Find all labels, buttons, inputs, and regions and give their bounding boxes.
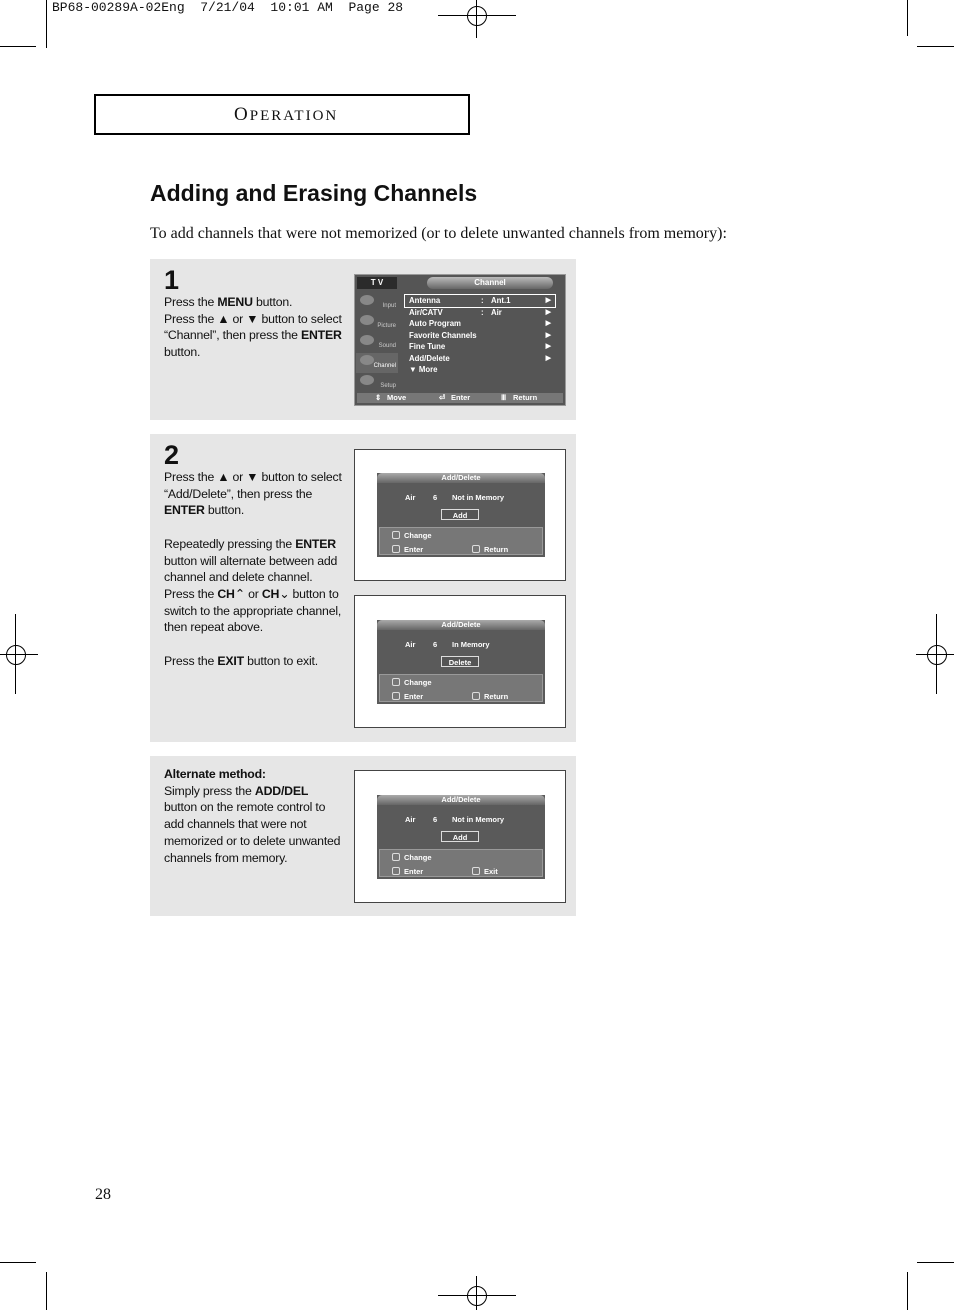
arrow-right-icon: ▶ <box>545 320 551 327</box>
source-label: Air <box>405 640 416 649</box>
label: Setup <box>380 383 396 389</box>
osd-title: Add/Delete <box>377 795 545 805</box>
crop-mark <box>907 0 908 36</box>
alternate-heading: Alternate method: <box>164 767 266 781</box>
enter-label: Enter <box>451 393 471 402</box>
return-icon <box>472 692 480 700</box>
label: ▼ More <box>409 365 438 374</box>
add-del-key: ADD/DEL <box>254 783 309 798</box>
osd-footer <box>379 527 543 555</box>
memory-status: In Memory <box>452 640 490 649</box>
return-label: Return <box>484 692 509 701</box>
text: button on the remote control to add channels that were not memorized or to delete unwanted channels from memory. <box>164 800 341 865</box>
label: Air/CATV <box>409 307 443 317</box>
sound-icon <box>360 335 374 345</box>
label: Channel <box>373 363 396 369</box>
registration-line <box>936 614 937 694</box>
arrow-right-icon: ▶ <box>545 354 551 362</box>
step-number: 2 <box>164 440 180 470</box>
chevron-up-icon: ⌃ <box>234 586 245 601</box>
page-title: Adding and Erasing Channels <box>150 180 478 206</box>
menu-item <box>405 330 555 342</box>
text: button. <box>252 295 293 309</box>
exit-icon <box>472 867 480 875</box>
sep: : <box>481 307 484 317</box>
channel-number: 6 <box>433 640 438 649</box>
label: Favorite Channels <box>409 330 477 340</box>
change-label: Change <box>404 678 432 687</box>
return-icon: Ⅲ <box>501 393 507 402</box>
osd-title: Add/Delete <box>377 620 545 630</box>
step-number: 1 <box>164 265 180 295</box>
registration-line <box>916 654 954 655</box>
value: Air <box>491 307 502 317</box>
change-label: Change <box>404 853 432 862</box>
delete-button: Delete <box>441 656 479 667</box>
menu-item <box>405 318 555 330</box>
ch-up-key: CH <box>217 586 235 601</box>
source-label: Air <box>405 815 416 824</box>
arrow-right-icon: ▶ <box>545 331 551 339</box>
text: Simply press the <box>164 783 255 798</box>
page-number: 28 <box>95 1186 111 1203</box>
move-icon: ⇕ <box>375 393 382 402</box>
crop-mark <box>917 46 954 47</box>
alternate-method-text <box>164 766 344 866</box>
text: Press the <box>164 295 218 309</box>
enter-label: Enter <box>404 867 424 876</box>
menu-item <box>405 307 555 319</box>
add-delete-screen-alt <box>377 795 545 879</box>
change-icon <box>392 853 400 861</box>
sidebar-item-input <box>356 293 398 313</box>
menu-item <box>405 341 555 353</box>
text: button to exit. <box>243 653 318 668</box>
source-label: Air <box>405 493 416 502</box>
enter-label: Enter <box>404 692 424 701</box>
text: button will alternate between add channel and delete channel. Press the <box>164 553 338 601</box>
chevron-down-icon: ⌄ <box>279 586 290 601</box>
section-rest: PERATION <box>249 108 339 124</box>
label: Sound <box>378 343 396 349</box>
sidebar-item-sound <box>356 333 398 353</box>
registration-line <box>15 614 16 694</box>
channel-icon <box>360 355 374 365</box>
crop-mark <box>46 1272 47 1310</box>
section-header <box>234 104 338 126</box>
exit-label: Exit <box>484 867 498 876</box>
add-delete-screen-add <box>377 473 545 557</box>
label: Picture <box>377 323 396 329</box>
channel-number: 6 <box>433 493 438 502</box>
crop-mark <box>46 0 47 48</box>
registration-mark <box>927 645 947 665</box>
crop-mark <box>907 1272 908 1310</box>
text: button. <box>204 503 245 518</box>
arrow-right-icon: ▶ <box>545 297 551 304</box>
return-label: Return <box>513 393 538 402</box>
enter-key: ENTER <box>300 328 342 343</box>
memory-status: Not in Memory <box>452 493 505 502</box>
sidebar-item-picture <box>356 313 398 333</box>
text: or <box>244 586 262 601</box>
intro-text: To add channels that were not memorized (or to delete unwanted channels from memory): <box>150 225 727 242</box>
text: Press the <box>164 653 218 668</box>
registration-mark <box>467 1286 487 1306</box>
picture-icon <box>360 315 374 325</box>
change-icon <box>392 531 400 539</box>
crop-mark <box>0 1262 36 1263</box>
channel-menu-screen <box>354 274 566 406</box>
crop-mark <box>917 1262 954 1263</box>
memory-status: Not in Memory <box>452 815 505 824</box>
section-initial: O <box>234 104 250 125</box>
change-icon <box>392 678 400 686</box>
crop-mark <box>0 46 36 47</box>
menu-item-more <box>405 364 555 376</box>
sidebar-item-channel <box>356 353 398 373</box>
text: button. <box>164 345 201 360</box>
label: Antenna <box>409 296 441 305</box>
enter-icon: ⏎ <box>439 393 446 402</box>
move-label: Move <box>387 393 407 402</box>
label: Auto Program <box>409 319 461 328</box>
osd-footer <box>379 849 543 877</box>
text: Repeatedly pressing the <box>164 536 296 551</box>
label: Input <box>382 303 396 309</box>
enter-icon <box>392 867 400 875</box>
menu-footer <box>357 393 563 403</box>
value: Ant.1 <box>491 296 511 305</box>
registration-line <box>476 0 477 38</box>
add-delete-screen-delete <box>377 620 545 704</box>
enter-label: Enter <box>404 545 424 554</box>
label: Add/Delete <box>409 353 450 363</box>
setup-icon <box>360 375 374 385</box>
registration-line <box>438 1295 516 1296</box>
menu-title: Channel <box>427 277 553 289</box>
osd-footer <box>379 674 543 702</box>
registration-mark <box>6 645 26 665</box>
sep: : <box>481 296 484 305</box>
enter-icon <box>392 545 400 553</box>
enter-icon <box>392 692 400 700</box>
return-label: Return <box>484 545 509 554</box>
change-label: Change <box>404 531 432 540</box>
registration-line <box>476 1276 477 1310</box>
arrow-right-icon: ▶ <box>545 343 551 350</box>
registration-mark <box>467 6 487 26</box>
arrow-right-icon: ▶ <box>545 308 551 316</box>
sidebar-item-setup <box>356 373 398 393</box>
step-2-text <box>164 469 344 686</box>
menu-list <box>405 295 555 376</box>
menu-key: MENU <box>217 295 253 309</box>
registration-line <box>0 654 38 655</box>
channel-number: 6 <box>433 815 438 824</box>
print-slug: BP68-00289A-02Eng 7/21/04 10:01 AM Page 28 <box>52 0 404 15</box>
label: Fine Tune <box>409 342 446 351</box>
registration-line <box>438 15 516 16</box>
add-button: Add <box>441 509 479 520</box>
enter-key: ENTER <box>295 536 336 551</box>
step-1-text <box>164 294 344 361</box>
text: Press the ▲ or ▼ button to select “Channel”, then press the <box>164 311 342 343</box>
input-icon <box>360 295 374 305</box>
return-icon <box>472 545 480 553</box>
menu-item <box>405 353 555 365</box>
text: button to switch to the appropriate channel, then repeat above. <box>164 586 342 635</box>
menu-item <box>405 295 555 307</box>
tv-tab: T V <box>357 277 397 289</box>
enter-key: ENTER <box>164 503 205 518</box>
add-button: Add <box>441 831 479 842</box>
exit-key: EXIT <box>217 653 244 668</box>
text: Press the ▲ or ▼ button to select “Add/Delete”, then press the <box>164 470 342 501</box>
osd-title: Add/Delete <box>377 473 545 483</box>
ch-down-key: CH <box>261 586 280 601</box>
menu-sidebar <box>356 291 398 391</box>
